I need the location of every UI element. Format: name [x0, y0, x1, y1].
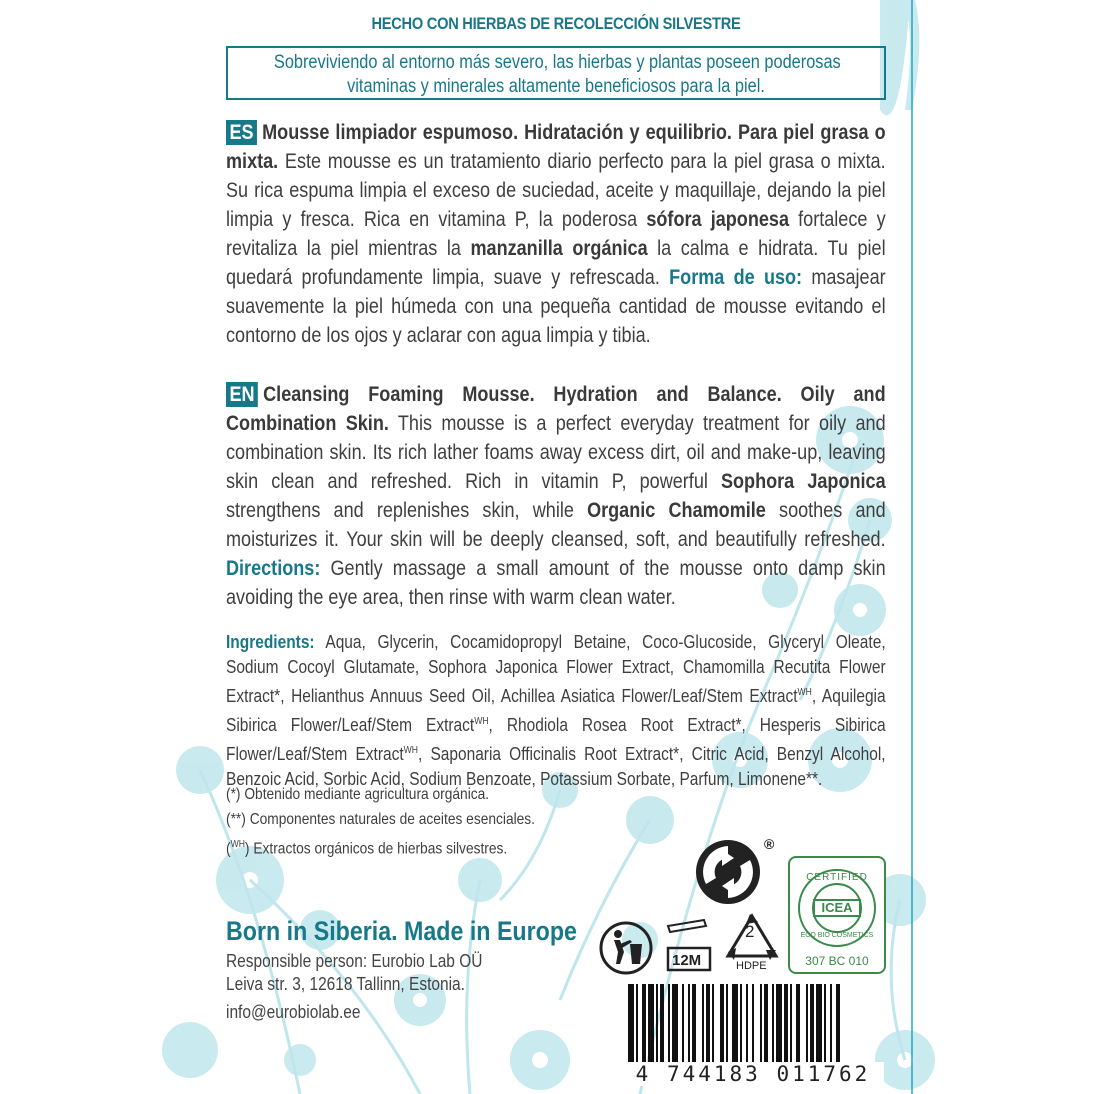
en-text-1: This mousse is a perfect everyday treatment for oily and combination skin. Its rich lather foams away excess dirt, oil and make-up, leaving skin clean and refreshed. Rich in vitamin P, powerful [226, 412, 886, 493]
footnotes [226, 782, 585, 861]
en-usage-text: Gently massage a small amount of the mousse onto damp skin avoiding the eye area, then rinse with warm clean water. [226, 557, 886, 609]
cert-top-text: CERTIFIED [806, 872, 868, 883]
tidyman-icon [598, 920, 654, 976]
ingredients-part-3: , Rhodiola Rosea Root Extract*, Hesperis Sibirica Flower/Leaf/Stem Extract [226, 715, 886, 764]
en-heading: Cleansing Foaming Mousse. Hydration and Balance. Oily and Combination Skin. [226, 383, 886, 435]
ingredients-part-1: Aqua, Glycerin, Cocamidopropyl Betaine, Coco-Glucoside, Glyceryl Oleate, Sodium Cocoyl Glutamate, Sophora Japonica Flower Extract, Chamomilla Recutita Flower Extract*, Helianthus Annuus Seed Oil, Achillea Asiatica Flower/Leaf/Stem Extract [226, 632, 886, 706]
footnote-essential-oils: (**) Componentes naturales de aceites esenciales. [226, 811, 536, 828]
wh-mark-3: WH [403, 745, 418, 756]
ingredients-part-2: , Aquilegia Sibirica Flower/Leaf/Stem Extract [226, 686, 886, 735]
cert-center-text: ICEA [821, 900, 853, 915]
cert-ring-text: ECO BIO COSMETICS [800, 932, 874, 939]
es-text-2: fortalece y revitaliza la piel mientras la [226, 208, 886, 260]
address-line: Leiva str. 3, 12618 Tallinn, Estonia. [226, 974, 465, 994]
es-heading: Mousse limpiador espumoso. Hidratación y equilibrio. Para piel grasa o mixta. [226, 121, 886, 173]
header-title: HECHO CON HIERBAS DE RECOLECCIÓN SILVESTRE [371, 14, 741, 33]
en-usage-label: Directions: [226, 557, 321, 580]
en-bold-2: Organic Chamomile [587, 499, 766, 522]
es-usage-text: masajear suavemente la piel húmeda con una pequeña cantidad de mousse evitando el contorno de los ojos y aclarar con agua limpia y tibia. [226, 266, 886, 347]
es-bold-2: manzanilla orgánica [470, 237, 648, 260]
es-usage-label: Forma de uso: [669, 266, 803, 289]
footnote-wild-herbs: ($^{WH}$) Extractos orgánicos de hierbas silvestres. [226, 839, 508, 858]
es-text-3: la calma e hidrata. Tu piel quedará profundamente limpia, suave y refrescada. [226, 237, 886, 289]
contact-email: info@eurobiolab.ee [226, 1002, 361, 1022]
registered-mark: ® [764, 836, 775, 852]
intro-box [226, 46, 886, 100]
cert-code: 307 BC 010 [805, 954, 869, 968]
es-text-1: Este mousse es un tratamiento diario perfecto para la piel grasa o mixta. Su rica espuma limpia el exceso de suciedad, aceite y maquillaje, dejando la piel limpia y fresca. Rica en vitamina P, la poderosa [226, 150, 886, 231]
wh-mark-1: WH [797, 687, 812, 698]
responsible-person [226, 950, 524, 996]
en-text-3: soothes and moisturizes it. Your skin will be deeply cleansed, soft, and beautifully refreshed. [226, 499, 886, 551]
ingredients-list [226, 630, 886, 792]
intro-line-1: Sobreviviendo al entorno más severo, las hierbas y plantas poseen poderosas [273, 52, 841, 73]
born-in-siberia-slogan: Born in Siberia. Made in Europe [226, 916, 577, 946]
responsible-person-line: Responsible person: Eurobio Lab OÜ [226, 951, 483, 971]
recycle-number: 2 [745, 922, 755, 941]
wh-mark-2: WH [474, 716, 489, 727]
recycle-material: HDPE [736, 960, 767, 972]
en-text-2: strengthens and replenishes skin, while [226, 499, 588, 522]
es-bold-1: sófora japonesa [646, 208, 789, 231]
spanish-description [226, 118, 886, 350]
lang-tag-en: EN [226, 382, 258, 407]
icea-certification-badge [788, 856, 886, 974]
footnote-organic: (*) Obtenido mediante agricultura orgánica. [226, 786, 490, 803]
intro-line-2: vitaminas y minerales altamente beneficiosos para la piel. [347, 76, 765, 97]
pao-label: 12M [672, 952, 702, 969]
lang-tag-es: ES [226, 120, 257, 145]
english-description [226, 380, 886, 612]
barcode [622, 984, 884, 1084]
ingredients-label: Ingredients: [226, 632, 315, 652]
ingredients-part-4: , Saponaria Officinalis Root Extract*, Citric Acid, Benzyl Alcohol, Benzoic Acid, Sorbic Acid, Sodium Benzoate, Potassium Sorbate, Parfum, Limonene**. [226, 744, 886, 789]
en-bold-1: Sophora Japonica [720, 470, 886, 493]
barcode-number: 4 744183 011762 [622, 1062, 884, 1086]
